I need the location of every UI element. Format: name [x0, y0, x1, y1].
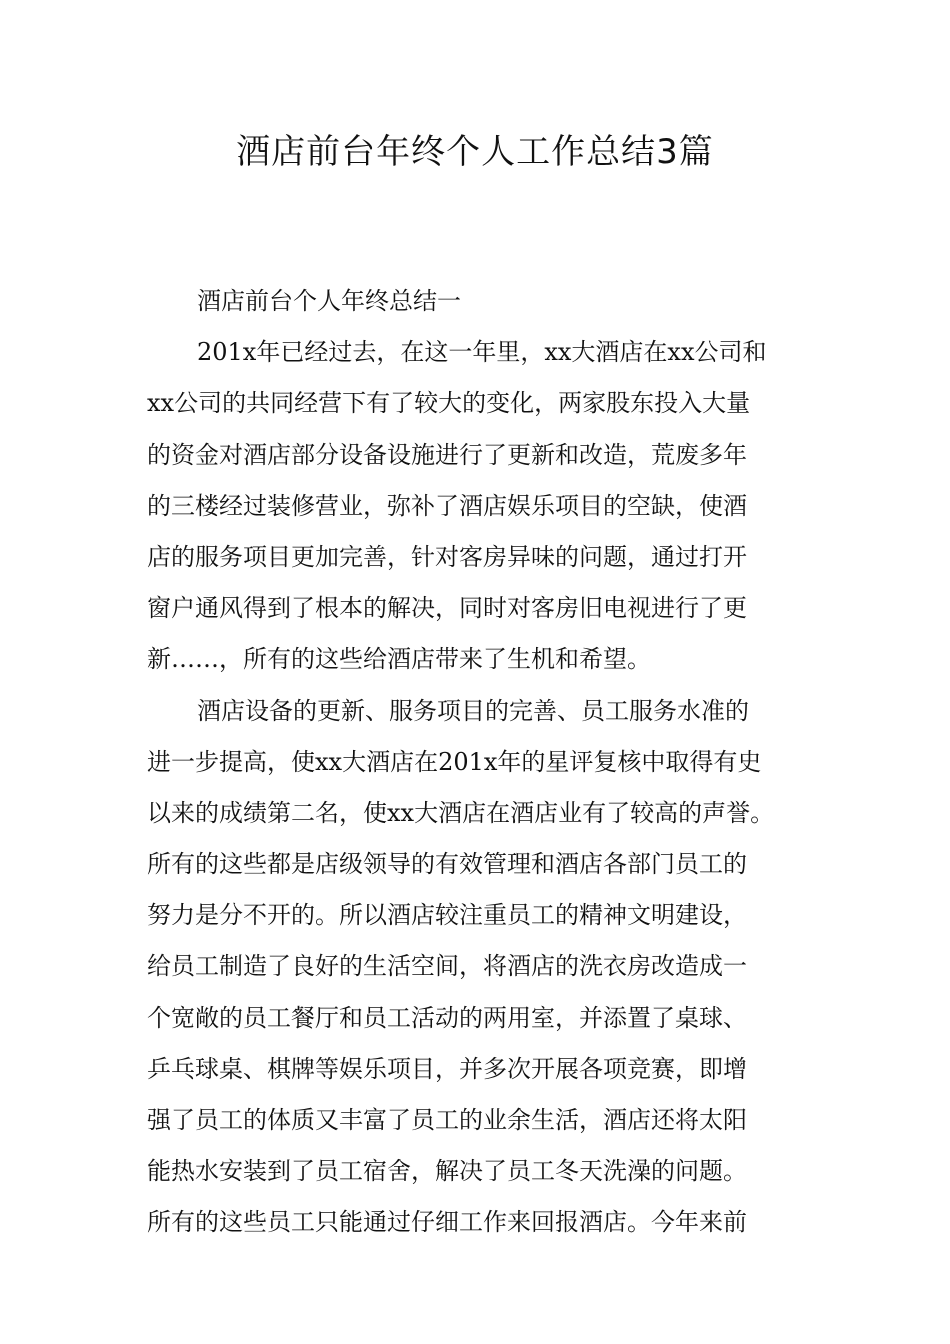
text-line: 所有的这些都是店级领导的有效管理和酒店各部门员工的: [147, 850, 747, 879]
document-title: 酒店前台年终个人工作总结3篇: [236, 132, 714, 172]
text-line: 窗户通风得到了根本的解决，同时对客房旧电视进行了更: [147, 594, 747, 623]
text-line: 个宽敞的员工餐厅和员工活动的两用室，并添置了桌球、: [147, 1003, 747, 1032]
text-line: 的资金对酒店部分设备设施进行了更新和改造，荒废多年: [147, 440, 747, 469]
document-body: [147, 276, 817, 1249]
text-line: 的三楼经过装修营业，弥补了酒店娱乐项目的空缺，使酒: [147, 491, 747, 520]
text-line: 乒乓球桌、棋牌等娱乐项目，并多次开展各项竞赛，即增: [147, 1054, 747, 1083]
section-heading: 酒店前台个人年终总结一: [197, 287, 461, 315]
text-line: 能热水安装到了员工宿舍，解决了员工冬天洗澡的问题。: [147, 1157, 747, 1186]
text-line: 店的服务项目更加完善，针对客房异味的问题，通过打开: [147, 542, 747, 571]
text-line: 201x年已经过去，在这一年里，xx大酒店在xx公司和: [197, 338, 767, 367]
text-line: 酒店设备的更新、服务项目的完善、员工服务水准的: [197, 696, 749, 725]
text-line: 努力是分不开的。所以酒店较注重员工的精神文明建设，: [147, 901, 747, 930]
text-line: xx公司的共同经营下有了较大的变化，两家股东投入大量: [147, 389, 751, 418]
text-line: 进一步提高，使xx大酒店在201x年的星评复核中取得有史: [147, 747, 762, 776]
text-line: 强了员工的体质又丰富了员工的业余生活，酒店还将太阳: [147, 1106, 747, 1134]
text-line: 以来的成绩第二名，使xx大酒店在酒店业有了较高的声誉。: [147, 798, 775, 827]
text-line: 所有的这些员工只能通过仔细工作来回报酒店。今年来前: [147, 1208, 747, 1237]
text-line: 给员工制造了良好的生活空间，将酒店的洗衣房改造成一: [147, 952, 747, 981]
text-line: 新……，所有的这些给酒店带来了生机和希望。: [147, 645, 651, 674]
